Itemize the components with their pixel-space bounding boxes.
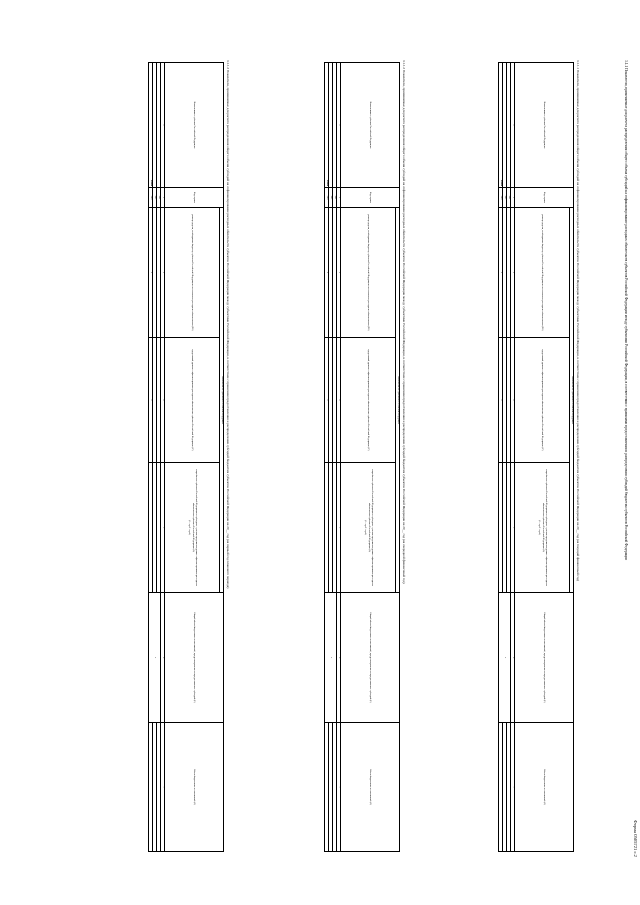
cell[interactable] xyxy=(507,208,511,338)
col-num: 2 xyxy=(161,188,165,208)
cell[interactable] xyxy=(325,723,329,852)
row-code: 002 xyxy=(329,188,333,208)
col-code-header: Код строки xyxy=(515,188,574,208)
section-heading: 3.1.1 Показатели, применяемые для расчета распределения общего объема субсидий на софинансирование расходных обязательств субъектов Российской Федерации между субъектами Российской Федерации, в соответствии с правилами предоставления и распределения субсидий бюджетам субъектов Российской Федерации xyxy=(624,60,628,561)
table-row xyxy=(507,63,511,852)
col7-header: Объем бюджетных ассигнований (С) xyxy=(165,723,224,852)
cell[interactable] xyxy=(153,338,157,463)
col-name-header: Наименование субъекта Российской Федерации xyxy=(165,63,224,188)
col-num: 6 xyxy=(161,593,165,723)
col6-header: Общий объем бюджетных ассигнований, предусмотренных на предоставление субсидий (C) xyxy=(341,593,400,723)
col6-header: Общий объем бюджетных ассигнований, предусмотренных на предоставление субсидий (C) xyxy=(515,593,574,723)
total-label: Итого xyxy=(499,63,503,188)
col-name-header: Наименование субъекта Российской Федерации xyxy=(341,63,400,188)
cell[interactable] xyxy=(503,723,507,852)
col5-text: потребность субъекта Российской Федерации в субсидиях с учетом предельного уровня софинансирования расходного обязательства субъекта Российской Федерации (S) xyxy=(368,469,373,586)
col5-text: потребность субъекта Российской Федерации в субсидиях с учетом предельного уровня софинансирования расходного обязательства субъекта Российской Федерации (S) xyxy=(542,469,547,586)
cell[interactable] xyxy=(329,338,333,463)
total-label: Итого xyxy=(325,63,329,188)
total-label: Итого xyxy=(149,63,153,188)
cell[interactable] xyxy=(153,208,157,338)
col4-header: предельный уровень софинансирования расходного обязательства субъекта Российской Федерации (Y) xyxy=(165,338,220,463)
cell[interactable] xyxy=(503,338,507,463)
col4-header: предельный уровень софинансирования расходного обязательства субъекта Российской Федерации (Y) xyxy=(515,338,570,463)
col-num: 6 xyxy=(337,593,341,723)
cell[interactable] xyxy=(157,208,161,338)
section-1-table xyxy=(498,62,574,852)
table-row xyxy=(157,63,161,852)
col5-formula: (5 = гр.3 × гр.4) xyxy=(187,519,190,536)
cell[interactable] xyxy=(157,723,161,852)
cell[interactable] xyxy=(329,723,333,852)
x-mark: x xyxy=(499,338,503,463)
cell[interactable] xyxy=(503,208,507,338)
section-3-title: 3.1.1.3 Показатели, применяемые для расчета распределения общего объема субсидий на софинансирование расходных обязательств субъектов Российской Федерации между субъектами Российской Федерации, в соответствии с правилами предоставления и распределения субсидий бюджетам субъектов Российской Федерации на 20__ год (на первый год планового периода) xyxy=(226,60,230,589)
col-num: 1 xyxy=(161,63,165,188)
column-numbers-row xyxy=(337,63,341,852)
col-num: 7 xyxy=(337,723,341,852)
col4-header: предельный уровень софинансирования расходного обязательства субъекта Российской Федерации (Y) xyxy=(341,338,396,463)
section-2-title: 3.1.1.2 Показатели, применяемые для расчета распределения общего объема субсидий на софинансирование расходных обязательств субъектов Российской Федерации между субъектами Российской Федерации, в соответствии с правилами предоставления и распределения субсидий бюджетам субъектов Российской Федерации на 20__ год (на очередной финансовый год) xyxy=(402,60,406,584)
col5-formula: (5 = гр.3 × гр.4) xyxy=(363,519,366,536)
section-2-table xyxy=(324,62,400,852)
col3-header: размер средств, необходимых бюджету субъекта Российской Федерации на исполнение расходного обязательства (РО) xyxy=(341,208,396,338)
cell[interactable] xyxy=(157,463,161,593)
x-mark: x xyxy=(325,593,337,723)
cell[interactable] xyxy=(507,723,511,852)
cell[interactable] xyxy=(157,63,161,188)
cell[interactable] xyxy=(333,463,337,593)
section-3-table xyxy=(148,62,224,852)
col7-header: Объем бюджетных ассигнований (С) xyxy=(515,723,574,852)
group-header: Показатели по субъектам Российской Федерации xyxy=(396,208,400,593)
cell[interactable] xyxy=(507,63,511,188)
cell[interactable] xyxy=(507,338,511,463)
table-row xyxy=(503,63,507,852)
col-name-header: Наименование субъекта Российской Федерации xyxy=(515,63,574,188)
col-num: 2 xyxy=(511,188,515,208)
cell[interactable] xyxy=(507,463,511,593)
col-num: 1 xyxy=(511,63,515,188)
row-code: 002 xyxy=(503,188,507,208)
x-mark: x xyxy=(499,208,503,338)
col3-header: размер средств, необходимых бюджету субъекта Российской Федерации на исполнение расходного обязательства (РО) xyxy=(515,208,570,338)
table-row xyxy=(333,63,337,852)
cell[interactable] xyxy=(333,723,337,852)
x-mark: x xyxy=(149,593,161,723)
col-num: 6 xyxy=(511,593,515,723)
col5-header xyxy=(165,463,220,593)
col-num: 3 xyxy=(337,208,341,338)
cell[interactable] xyxy=(325,463,329,593)
col-num: 2 xyxy=(337,188,341,208)
total-code: 900 xyxy=(325,188,329,208)
cell[interactable] xyxy=(149,723,153,852)
form-number: Форма 0505721 с.2 xyxy=(633,820,638,857)
cell[interactable] xyxy=(329,463,333,593)
col5-header xyxy=(515,463,570,593)
col-code-header: Код строки xyxy=(341,188,400,208)
cell[interactable] xyxy=(153,723,157,852)
row-code: 002 xyxy=(153,188,157,208)
cell[interactable] xyxy=(333,63,337,188)
cell[interactable] xyxy=(499,463,503,593)
col-num: 3 xyxy=(161,208,165,338)
col5-header xyxy=(341,463,396,593)
cell[interactable] xyxy=(329,208,333,338)
col-num: 3 xyxy=(511,208,515,338)
col-num: 1 xyxy=(337,63,341,188)
row-code: 001 xyxy=(157,188,161,208)
row-code: 001 xyxy=(507,188,511,208)
x-mark: x xyxy=(325,338,329,463)
row-code: 001 xyxy=(333,188,337,208)
table-row xyxy=(153,63,157,852)
cell[interactable] xyxy=(333,208,337,338)
cell[interactable] xyxy=(503,63,507,188)
x-mark: x xyxy=(149,208,153,338)
cell[interactable] xyxy=(153,463,157,593)
col5-text: потребность субъекта Российской Федерации в субсидиях с учетом предельного уровня софинансирования расходного обязательства субъекта Российской Федерации (S) xyxy=(192,469,197,586)
col-num: 4 xyxy=(161,338,165,463)
table-row xyxy=(329,63,333,852)
column-numbers-row xyxy=(161,63,165,852)
cell[interactable] xyxy=(153,63,157,188)
group-header: Показатели по субъектам Российской Федерации xyxy=(570,208,574,593)
col-num: 7 xyxy=(511,723,515,852)
column-numbers-row xyxy=(511,63,515,852)
col-num: 4 xyxy=(337,338,341,463)
cell[interactable] xyxy=(333,338,337,463)
col7-header: Объем бюджетных ассигнований (С) xyxy=(341,723,400,852)
col3-header: размер средств, необходимых бюджету субъекта Российской Федерации на исполнение расходного обязательства (РО) xyxy=(165,208,220,338)
col-num: 5 xyxy=(511,463,515,593)
total-code: 900 xyxy=(149,188,153,208)
col6-header: Общий объем бюджетных ассигнований, предусмотренных на предоставление субсидий (C) xyxy=(165,593,224,723)
total-row xyxy=(149,63,153,852)
total-row xyxy=(499,63,503,852)
cell[interactable] xyxy=(499,723,503,852)
col-num: 7 xyxy=(161,723,165,852)
cell[interactable] xyxy=(157,338,161,463)
col-num: 4 xyxy=(511,338,515,463)
x-mark: x xyxy=(499,593,511,723)
total-row xyxy=(325,63,329,852)
col-num: 5 xyxy=(337,463,341,593)
cell[interactable] xyxy=(149,463,153,593)
x-mark: x xyxy=(325,208,329,338)
section-1-title: 3.1.1.1 Показатели, применяемые для расчета распределения общего объема субсидий на софинансирование расходных обязательств субъектов Российской Федерации между субъектами Российской Федерации, в соответствии с правилами предоставления и распределения субсидий бюджетам субъектов Российской Федерации на 20__ год (на текущий финансовый год) xyxy=(576,60,580,582)
group-header: Показатели по субъектам Российской Федерации xyxy=(220,208,224,593)
cell[interactable] xyxy=(329,63,333,188)
total-code: 900 xyxy=(499,188,503,208)
x-mark: x xyxy=(149,338,153,463)
cell[interactable] xyxy=(503,463,507,593)
col-code-header: Код строки xyxy=(165,188,224,208)
col-num: 5 xyxy=(161,463,165,593)
col5-formula: (5 = гр.3 × гр.4) xyxy=(537,519,540,536)
